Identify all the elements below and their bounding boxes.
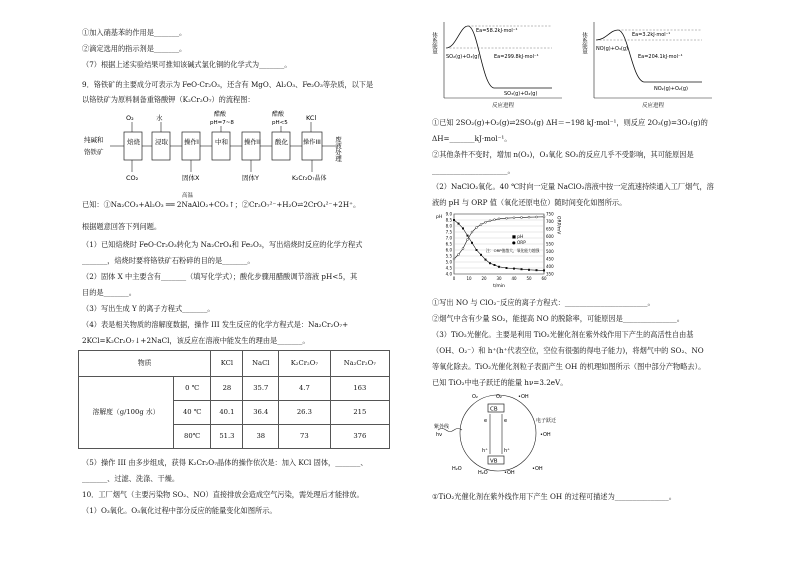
x-axis-label: 反应进程 [492, 103, 515, 109]
oh-label: •OH [504, 470, 515, 476]
q-line: 根据题意回答下列问题。 [82, 222, 162, 231]
x-tick-label: 10 [466, 276, 472, 281]
q-line: （3）写出生成 Y 的离子方程式_______。 [82, 304, 215, 313]
q-line: （1）O₃氧化。O₃氧化过程中部分反应的能量变化如图所示。 [82, 506, 277, 515]
q-line: _____________________。 [432, 166, 515, 175]
td: 35.7 [243, 377, 279, 401]
tio2-mechanism-diagram [432, 390, 582, 476]
y-tick-label: 8.5 [445, 217, 452, 223]
data-point-orp [506, 217, 508, 219]
q-line: ②烟气中含有少量 SO₂，能提高 NO 的脱除率，可能原因是_______________。 [432, 314, 684, 323]
flow-co2: CO₂ [126, 174, 139, 182]
box-label: 酸化 [275, 138, 288, 146]
y-tick-label: 9.0 [445, 211, 452, 217]
box-label: 浸取 [155, 138, 168, 146]
q-line: ①加入硝基苯的作用是_______。 [82, 28, 187, 37]
x-axis-title: t/min [493, 284, 505, 289]
flow-input-1: 纯碱和 [84, 136, 104, 144]
q-line: _______、过滤、洗涤、干燥。 [82, 474, 180, 483]
y2-tick-label: 450 [546, 256, 554, 262]
legend-item: ■ pH [512, 234, 524, 239]
q-line: 液的 pH 与 ORP 值（氧化还原电位）随时间变化如图所示。 [432, 198, 627, 207]
flow-ph-2: pH<5 [272, 120, 288, 126]
jump-label: 电子跃迁 [536, 418, 557, 424]
process-flowchart [82, 110, 382, 190]
q-line: 以铬铁矿为原料制备重铬酸钾（K₂Cr₂O₇）的流程图： [82, 95, 255, 104]
series-line-ph [454, 220, 544, 270]
q-line: _______，焙烧时要将铬铁矿石粉碎的目的是_______。 [82, 256, 255, 265]
flow-input-2: 铬铁矿 [84, 148, 104, 156]
data-point-orp [476, 227, 478, 229]
cond-label: 高温 [182, 193, 194, 199]
box-op1 [182, 132, 200, 160]
y-axis-title: pH [436, 215, 443, 220]
q-line: 2KCl=K₂Cr₂O₇↓+2NaCl，该反应在溶液中能发生的理由是_______。 [82, 336, 310, 345]
q-line: 等氧化除去。TiO₂光催化剂粒子表面产生 OH 的机理如图所示（图中部分产物略去）。 [432, 362, 706, 371]
data-point-orp [453, 258, 455, 260]
state-label: NO₂(g)+O₂(g) [654, 86, 688, 92]
flow-solid-x: 固体X [182, 174, 200, 182]
data-point-ph [467, 235, 469, 237]
box-label: 焙烧 [127, 138, 140, 146]
td: 38 [243, 425, 279, 449]
data-point-orp [462, 248, 464, 250]
data-point-orp [494, 219, 496, 221]
flow-ph-1: pH=7~8 [210, 120, 234, 126]
data-point-ph [471, 242, 473, 244]
data-point-ph [485, 259, 487, 261]
y2-tick-label: 600 [546, 234, 554, 240]
legend-item: ● ORP [512, 240, 526, 245]
uv-label: 紫外线 [434, 424, 450, 430]
y2-tick-label: 350 [546, 271, 554, 277]
h2o-label: H₂O [478, 470, 488, 476]
ea-label: Ea=3.2kJ·mol⁻¹ [632, 32, 671, 38]
td: 163 [330, 377, 389, 401]
ea-label: Ea=204.1kJ·mol⁻¹ [638, 54, 683, 60]
q-line: （7）根据上述实验结果可推知该碱式氯化铜的化学式为_______。 [82, 60, 292, 69]
y-tick-label: 8.0 [445, 223, 452, 229]
flow-o2: O₂ [126, 114, 134, 122]
data-point-orp [513, 217, 515, 219]
td: 36.4 [243, 401, 279, 425]
h2o-label: H₂O [452, 466, 462, 472]
th: KCl [211, 351, 243, 377]
flow-waste: 废液处理 [334, 136, 342, 162]
q-line: （5）操作 III 由多步组成，获得 K₂Cr₂O₇晶体的操作依次是：加入 KCl 固体，_______、 [82, 458, 368, 467]
o2r-label: O₂⁻ [496, 394, 505, 400]
data-point-orp [489, 220, 491, 222]
q-line: （4）表是相关物质的溶解度数据，操作 III 发生反应的化学方程式是：Na₂Cr₂O₇+ [82, 320, 349, 329]
td: 0 ℃ [174, 377, 211, 401]
y-tick-label: 5.0 [445, 259, 452, 265]
flow-water: 水 [156, 114, 163, 122]
vb-label: VB [490, 458, 498, 465]
cb-label: CB [490, 406, 498, 413]
q-line: （2）NaClO₂氧化。40 ℃时向一定量 NaClO₂溶液中按一定流速持续通入工厂烟气，溶 [432, 182, 714, 191]
data-point-ph [489, 262, 491, 264]
box-op3 [302, 132, 322, 160]
y2-tick-label: 400 [546, 264, 554, 270]
oh-label: •OH [532, 466, 543, 472]
y2-tick-label: 550 [546, 241, 554, 247]
td: 26.3 [279, 401, 330, 425]
box-roast [124, 132, 142, 160]
q-line: ①写出 NO 与 ClO₂⁻反应的离子方程式：_______________________。 [432, 298, 655, 307]
q-line: 10．工厂烟气（主要污染物 SO₂、NO）直接排放会造成空气污染，需处理后才能排放。 [82, 490, 364, 499]
data-point-orp [521, 216, 523, 218]
flow-vinegar-2: 醋酸 [272, 111, 285, 118]
x-tick-label: 20 [481, 276, 487, 281]
oh-label: •OH [518, 394, 529, 400]
box-op2 [242, 132, 260, 160]
ea-label: Ea=58.2kJ·mol⁻¹ [476, 28, 518, 34]
y-axis-label: 体系能量 [431, 32, 437, 54]
th: 物质 [79, 351, 211, 377]
data-point-orp [467, 239, 469, 241]
y2-tick-label: 500 [546, 249, 554, 255]
td: 40 ℃ [174, 401, 211, 425]
data-point-orp [458, 254, 460, 256]
flow-kcl: KCl [306, 114, 317, 122]
ph-orp-chart [432, 208, 572, 290]
y-tick-label: 4.0 [445, 271, 452, 277]
box-label: 中和 [215, 138, 228, 146]
data-point-ph [528, 269, 530, 271]
solubility-table [78, 350, 390, 449]
y2-axis-title: ORP/mV [555, 216, 561, 235]
q-line: ①TiO₂光催化剂在紫外线作用下产生 OH 的过程可描述为_______________。 [432, 492, 676, 501]
box-label: 操作I [184, 138, 199, 146]
x-tick-label: 60 [541, 276, 547, 281]
chart-annotation: 注：ORP值越大，氧化能力越强 [486, 248, 540, 253]
data-point-ph [462, 227, 464, 229]
td: 51.3 [211, 425, 243, 449]
y-tick-label: 7.0 [445, 235, 452, 241]
td: 73 [279, 425, 330, 449]
e-label: e [504, 418, 508, 424]
y-tick-label: 7.5 [445, 229, 452, 235]
data-point-ph [453, 219, 455, 221]
x-tick-label: 40 [511, 276, 517, 281]
box-label: 操作III [303, 139, 321, 146]
q-line: （OH、O₂⁻）和 h⁺(h⁺代表空位，空位有很强的得电子能力)，将烟气中的 SO₂、NO [432, 346, 704, 355]
data-point-orp [543, 216, 545, 218]
flow-solid-y: 固体Y [242, 174, 259, 182]
th: NaCl [243, 351, 279, 377]
x-tick-label: 30 [496, 276, 502, 281]
o2-label: O₂ [472, 394, 478, 400]
q-line: ②其他条件不变时，增加 n(O₃)，O₃氧化 SO₂的反应几乎不受影响，其可能原因是 [432, 150, 694, 159]
data-point-ph [506, 267, 508, 269]
q-line [82, 200, 360, 210]
th: K₂Cr₂O₇ [279, 351, 330, 377]
x-tick-label: 0 [452, 276, 456, 281]
data-point-orp [480, 224, 482, 226]
hv-label: hν [436, 432, 442, 438]
data-point-ph [498, 266, 500, 268]
state-label: SO₂(g)+O₃(g) [446, 54, 480, 60]
data-point-ph [476, 249, 478, 251]
y-tick-label: 5.5 [445, 253, 452, 259]
data-point-orp [485, 221, 487, 223]
data-point-orp [536, 216, 538, 218]
flow-product: K₂Cr₂O₇晶体 [292, 175, 327, 182]
y2-tick-label: 650 [546, 226, 554, 232]
td: 40.1 [211, 401, 243, 425]
data-point-orp [471, 231, 473, 233]
q-line: ΔH=_______kJ·mol⁻¹。 [432, 134, 512, 143]
y-tick-label: 6.5 [445, 241, 452, 247]
state-label: NO(g)+O₃(g) [596, 46, 628, 52]
q-line: 已知 TiO₂中电子跃迁的能量 hν=3.2eV。 [432, 378, 568, 387]
y2-tick-label: 700 [546, 219, 554, 225]
flow-vinegar-1: 醋酸 [214, 111, 227, 118]
y-tick-label: 4.5 [445, 265, 452, 271]
e-label: e [484, 418, 488, 424]
box-neutralize [212, 132, 230, 160]
q-line: ①已知 2SO₂(g)+O₂(g)⇌2SO₃(g) ΔH＝−198 kJ·mol⁻¹，则反应 2O₃(g)=3O₂(g)的 [432, 118, 708, 127]
q-line: 9．铬铁矿的主要成分可表示为 FeO·Cr₂O₃，还含有 MgO、Al₂O₃、Fe₂O₃等杂质，以下是 [82, 80, 374, 89]
td: 215 [330, 401, 389, 425]
energy-diagrams [432, 18, 732, 110]
oh-label: •OH [540, 432, 551, 438]
box-acidify [272, 132, 290, 160]
data-point-ph [494, 264, 496, 266]
data-point-ph [536, 269, 538, 271]
td: 4.7 [279, 377, 330, 401]
box-label: 操作II [244, 138, 261, 146]
q-line: 目的是_______。 [82, 288, 136, 297]
y2-tick-label: 750 [546, 211, 554, 217]
th: Na₂Cr₂O₇ [330, 351, 389, 377]
data-point-ph [458, 223, 460, 225]
x-axis-label: 反应进程 [642, 103, 665, 109]
data-point-ph [513, 268, 515, 270]
td: 376 [330, 425, 389, 449]
row-label: 溶解度（g/100g 水） [79, 377, 174, 449]
h-label: h⁺ [504, 448, 510, 454]
q-line: （3）TiO₂光催化。主要是利用 TiO₂光催化剂在紫外线作用下产生的高活性自由基 [432, 330, 694, 339]
ea-label: Ea=299.8kJ·mol⁻¹ [494, 54, 539, 60]
q-line: ②滴定选用的指示剂是_______。 [82, 44, 187, 53]
box-leach [152, 132, 170, 160]
h-label: h⁺ [482, 448, 488, 454]
x-tick-label: 50 [526, 276, 532, 281]
data-point-ph [521, 268, 523, 270]
known-eq: 已知：①Na₂CO₃+Al₂O₃ ══ 2NaAlO₂+CO₂↑；②Cr₂O₇²⁻+H₂O⇌2CrO₄²⁻+2H⁺。 [82, 200, 361, 209]
data-point-orp [528, 216, 530, 218]
data-point-ph [480, 254, 482, 256]
td: 80℃ [174, 425, 211, 449]
y-tick-label: 6.0 [445, 247, 452, 253]
q-line: （2）固体 X 中主要含有_______（填写化学式）；酸化步骤用醋酸调节溶液 pH<5，其 [82, 272, 358, 281]
q-line: （1）已知焙烧时 FeO·Cr₂O₃转化为 Na₂CrO₄和 Fe₂O₃，写出焙烧时反应的化学方程式 [82, 240, 363, 249]
state-label: SO₃(g)+O₂(g) [504, 91, 538, 97]
y-axis-label: 体系能量 [581, 32, 587, 54]
td: 28 [211, 377, 243, 401]
data-point-orp [498, 218, 500, 220]
data-point-ph [543, 269, 545, 271]
